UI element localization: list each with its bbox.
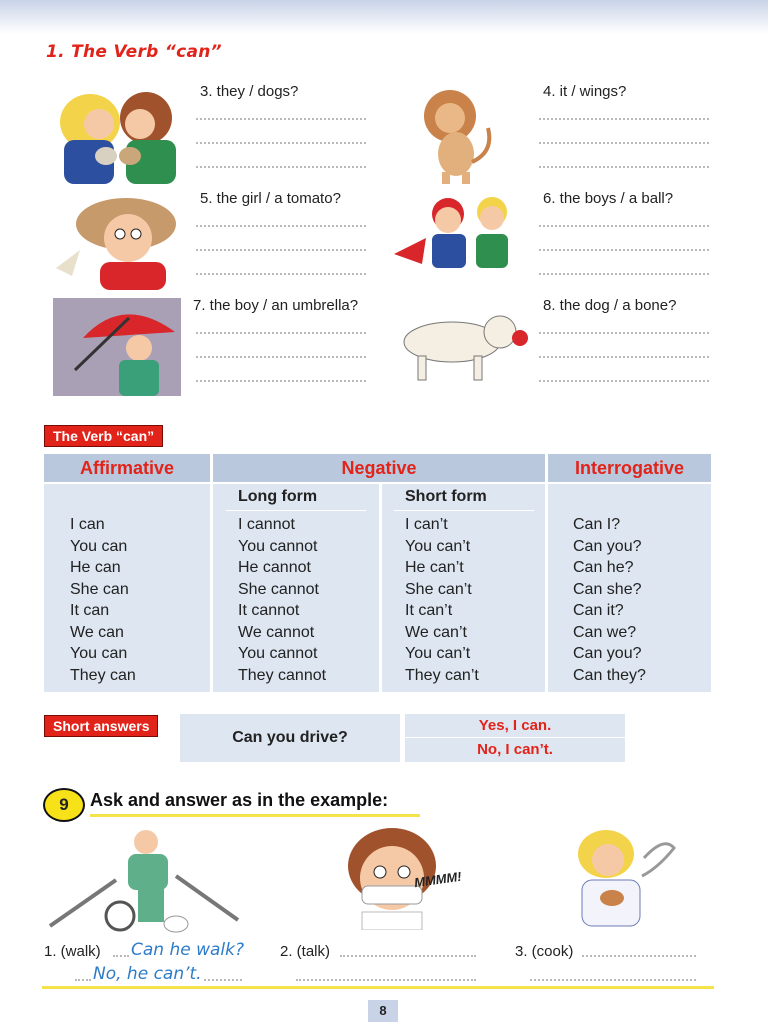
short-form: You can’t — [405, 645, 471, 662]
question-3: 3. they / dogs? — [200, 83, 299, 100]
example-answer: No, he can’t. — [93, 964, 202, 984]
man-in-wheelchair-illustration — [46, 826, 242, 934]
question-7: 7. the boy / an umbrella? — [193, 297, 359, 314]
answer-line[interactable] — [539, 225, 709, 227]
short-answers-label: Short answers — [44, 715, 158, 737]
answer-line[interactable] — [539, 273, 709, 275]
interrogative-column — [573, 514, 646, 686]
answer-line[interactable] — [539, 166, 709, 168]
answer-line[interactable] — [196, 273, 366, 275]
affirmative-form: They can — [70, 666, 136, 684]
long-form: They cannot — [238, 666, 327, 684]
affirmative-form: It can — [70, 602, 110, 619]
answer-line[interactable] — [196, 380, 366, 382]
short-form: He can’t — [405, 559, 464, 576]
affirmative-form: She can — [70, 580, 129, 598]
divider — [226, 510, 366, 511]
yes-answer: Yes, I can. — [478, 717, 552, 734]
affirmative-form: He can — [70, 559, 121, 576]
answer-line[interactable] — [539, 249, 709, 251]
exercise-item-3: 3. (cook) — [515, 943, 574, 960]
affirmative-form: We can — [70, 623, 124, 641]
girl-cooking-illustration — [568, 828, 680, 930]
exercise-instruction: Ask and answer as in the example: — [90, 790, 389, 810]
boy-with-umbrella-illustration — [53, 298, 181, 396]
header-negative: Negative — [213, 454, 545, 482]
section-title: 1. The Verb “can” — [46, 42, 222, 62]
long-form-header: Long form — [238, 488, 318, 505]
answer-line[interactable] — [204, 979, 242, 981]
long-form: He cannot — [238, 559, 311, 576]
interrogative-form: Can we? — [573, 623, 637, 641]
answer-line[interactable] — [196, 225, 366, 227]
long-form: We cannot — [238, 623, 315, 641]
answer-line[interactable] — [582, 955, 696, 957]
long-form: You cannot — [238, 537, 318, 555]
short-answers-replies — [405, 714, 625, 762]
answer-line[interactable] — [296, 979, 476, 981]
interrogative-form: Can you? — [573, 537, 642, 555]
divider — [405, 737, 625, 738]
short-form: She can’t — [405, 580, 472, 598]
question-8: 8. the dog / a bone? — [543, 297, 677, 314]
affirmative-form: You can — [70, 645, 128, 662]
girl-with-tomato-illustration — [50, 190, 184, 290]
interrogative-form: Can I? — [573, 516, 621, 533]
short-form: They can’t — [405, 666, 479, 684]
answer-line[interactable] — [113, 955, 129, 957]
answer-line[interactable] — [196, 356, 366, 358]
answer-line[interactable] — [539, 142, 709, 144]
interrogative-form: Can you? — [573, 645, 642, 662]
answer-line[interactable] — [340, 955, 476, 957]
exercise-number-badge: 9 — [43, 788, 85, 822]
dog-with-bone-illustration — [388, 300, 536, 386]
lion-illustration — [412, 82, 506, 186]
exercise-item-1: 1. (walk) — [44, 943, 101, 960]
footer-line — [42, 986, 714, 989]
divider — [394, 510, 534, 511]
interrogative-form: Can they? — [573, 666, 646, 684]
long-form-column — [238, 514, 326, 686]
answer-line[interactable] — [196, 118, 366, 120]
short-form: You can’t — [405, 537, 471, 555]
short-form-header: Short form — [405, 488, 487, 505]
short-form: I can’t — [405, 516, 448, 533]
answer-line[interactable] — [530, 979, 696, 981]
no-answer: No, I can’t. — [477, 741, 553, 758]
interrogative-form: Can he? — [573, 559, 634, 576]
grammar-box-label: The Verb “can” — [44, 425, 163, 447]
answer-line[interactable] — [539, 118, 709, 120]
answer-line[interactable] — [539, 380, 709, 382]
short-form: It can’t — [405, 602, 453, 619]
question-4: 4. it / wings? — [543, 83, 627, 100]
header-interrogative: Interrogative — [548, 454, 711, 482]
long-form: She cannot — [238, 580, 319, 598]
exercise-item-2: 2. (talk) — [280, 943, 331, 960]
question-5: 5. the girl / a tomato? — [200, 190, 341, 207]
answer-line[interactable] — [196, 142, 366, 144]
top-band — [0, 0, 768, 34]
instruction-underline — [90, 814, 420, 817]
header-affirmative: Affirmative — [44, 454, 210, 482]
short-form-column — [405, 514, 479, 686]
question-6: 6. the boys / a ball? — [543, 190, 674, 207]
answer-line[interactable] — [196, 332, 366, 334]
long-form: You cannot — [238, 645, 318, 662]
interrogative-form: Can she? — [573, 580, 642, 598]
answer-line[interactable] — [75, 979, 91, 981]
answer-line[interactable] — [539, 356, 709, 358]
long-form: It cannot — [238, 602, 300, 619]
affirmative-form: You can — [70, 537, 128, 555]
affirmative-form: I can — [70, 516, 105, 533]
sound-effect-text: MMMM! — [413, 868, 463, 891]
example-question: Can he walk? — [131, 940, 245, 960]
answer-line[interactable] — [196, 249, 366, 251]
short-form: We can’t — [405, 623, 467, 641]
page-number: 8 — [368, 1000, 398, 1022]
interrogative-form: Can it? — [573, 602, 624, 619]
boys-with-ball-illustration — [392, 194, 526, 276]
answer-line[interactable] — [539, 332, 709, 334]
answer-line[interactable] — [196, 166, 366, 168]
short-answers-question: Can you drive? — [180, 714, 400, 762]
affirmative-column — [70, 514, 136, 686]
girls-with-puppies-illustration — [44, 82, 190, 184]
long-form: I cannot — [238, 516, 295, 533]
